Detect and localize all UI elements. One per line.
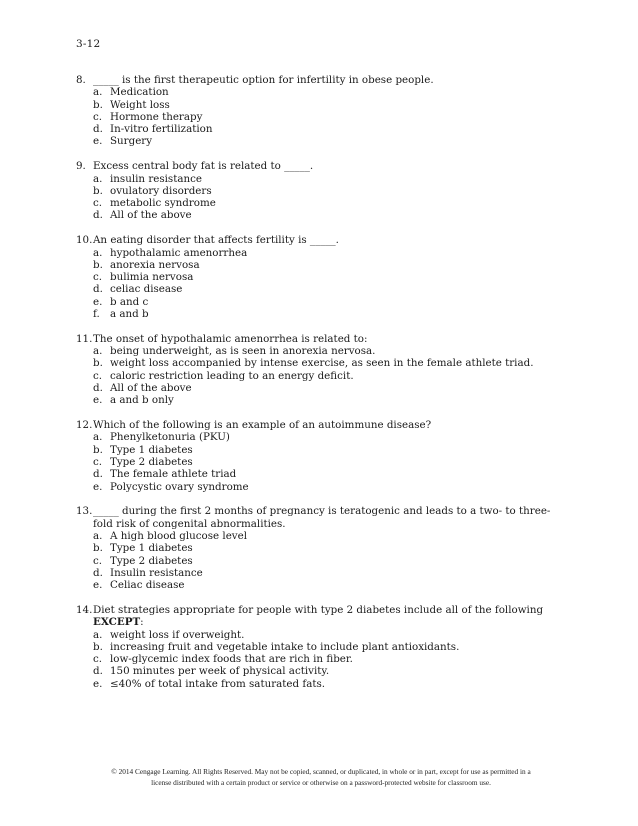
answer-option: [76, 431, 566, 443]
question-item: [76, 160, 566, 221]
question-text: [93, 604, 566, 629]
option-letter: e.: [93, 579, 103, 592]
option-letter: f.: [93, 308, 100, 321]
question-stem: [76, 604, 566, 629]
answer-option: [76, 296, 566, 308]
copyright-line-2: license distributed with a certain product or service or otherwise on a password-protected website for classroom use.: [151, 777, 491, 787]
answer-option: [76, 665, 566, 677]
answer-options: [76, 629, 566, 690]
option-letter: b.: [93, 258, 103, 271]
option-letter: b.: [93, 542, 103, 555]
option-text: bulimia nervosa: [110, 271, 194, 284]
question-stem: [76, 74, 566, 86]
answer-option: [76, 444, 566, 456]
option-text: insulin resistance: [110, 172, 202, 185]
option-letter: b.: [93, 98, 103, 111]
option-text: 150 minutes per week of physical activity.: [110, 665, 330, 678]
question-text-main: Diet strategies appropriate for people with type 2 diabetes include all of the following: [93, 603, 544, 616]
answer-option: [76, 641, 566, 653]
option-letter: e.: [93, 135, 103, 148]
answer-option: [76, 394, 566, 406]
option-text: anorexia nervosa: [110, 258, 200, 271]
question-text: [93, 419, 566, 431]
option-letter: e.: [93, 295, 103, 308]
option-text: Celiac disease: [110, 579, 185, 592]
answer-option: [76, 135, 566, 147]
answer-option: [76, 99, 566, 111]
question-list: [76, 74, 566, 703]
answer-options: [76, 431, 566, 492]
question-number: 11.: [76, 332, 93, 345]
option-text: Surgery: [110, 135, 153, 148]
answer-option: [76, 542, 566, 554]
option-letter: d.: [93, 566, 103, 579]
option-letter: a.: [93, 345, 103, 358]
answer-option: [76, 481, 566, 493]
option-text: low-glycemic index foods that are rich in fiber.: [110, 653, 353, 666]
question-text-main: An eating disorder that affects fertility is _____.: [93, 234, 339, 247]
option-letter: d.: [93, 123, 103, 136]
option-text: ovulatory disorders: [110, 184, 212, 197]
question-number: 13.: [76, 505, 93, 518]
question-text: [93, 234, 566, 246]
answer-option: [76, 209, 566, 221]
option-letter: b.: [93, 640, 103, 653]
answer-option: [76, 468, 566, 480]
option-text: celiac disease: [110, 283, 183, 296]
answer-option: [76, 185, 566, 197]
option-letter: c.: [93, 554, 103, 567]
option-text: The female athlete triad: [110, 468, 237, 481]
question-number: 8.: [76, 74, 86, 86]
question-stem: [76, 505, 566, 530]
question-text-suffix: :: [140, 616, 144, 629]
option-letter: b.: [93, 357, 103, 370]
option-text: All of the above: [110, 209, 192, 222]
question-text: [93, 160, 566, 172]
answer-option: [76, 456, 566, 468]
option-letter: b.: [93, 184, 103, 197]
option-text: increasing fruit and vegetable intake to include plant antioxidants.: [110, 640, 460, 653]
option-text: In-vitro fertilization: [110, 123, 213, 136]
answer-option: [76, 370, 566, 382]
question-number: 12.: [76, 419, 93, 432]
option-text: ≤40% of total intake from saturated fats.: [110, 677, 326, 690]
answer-options: [76, 173, 566, 222]
option-text: Insulin resistance: [110, 566, 203, 579]
question-item: [76, 604, 566, 690]
answer-option: [76, 308, 566, 320]
option-letter: d.: [93, 665, 103, 678]
option-text: b and c: [110, 295, 149, 308]
answer-option: [76, 86, 566, 98]
option-letter: a.: [93, 431, 103, 444]
question-number: 9.: [76, 160, 86, 173]
option-letter: c.: [93, 456, 103, 469]
answer-option: [76, 629, 566, 641]
answer-options: [76, 86, 566, 147]
option-text: Type 1 diabetes: [110, 443, 193, 456]
option-text: Phenylketonuria (PKU): [110, 431, 230, 444]
option-letter: a.: [93, 628, 103, 641]
option-text: caloric restriction leading to an energy deficit.: [110, 369, 354, 382]
answer-option: [76, 567, 566, 579]
option-text: Weight loss: [110, 98, 170, 111]
answer-option: [76, 259, 566, 271]
option-letter: a.: [93, 246, 103, 259]
option-letter: d.: [93, 209, 103, 222]
question-text-main: _____ during the first 2 months of pregnancy is teratogenic and leads to a two- to three-fold risk of congenital abnormalities.: [93, 505, 551, 530]
answer-option: [76, 345, 566, 357]
answer-option: [76, 247, 566, 259]
answer-option: [76, 555, 566, 567]
option-text: A high blood glucose level: [110, 530, 248, 542]
option-letter: e.: [93, 480, 103, 493]
question-text-main: _____ is the first therapeutic option for infertility in obese people.: [93, 74, 434, 86]
answer-option: [76, 271, 566, 283]
answer-options: [76, 247, 566, 321]
option-letter: c.: [93, 369, 103, 382]
question-text: [93, 333, 566, 345]
question-text-main: The onset of hypothalamic amenorrhea is related to:: [93, 332, 368, 345]
option-text: metabolic syndrome: [110, 197, 216, 210]
copyright-footer: [66, 767, 576, 788]
option-letter: d.: [93, 283, 103, 296]
option-letter: c.: [93, 110, 103, 123]
option-letter: c.: [93, 197, 103, 210]
question-stem: [76, 419, 566, 431]
option-text: All of the above: [110, 382, 192, 395]
question-item: [76, 74, 566, 148]
question-stem: [76, 160, 566, 172]
question-item: [76, 505, 566, 591]
question-item: [76, 419, 566, 493]
answer-option: [76, 123, 566, 135]
question-number: 14.: [76, 603, 93, 616]
answer-options: [76, 345, 566, 406]
answer-option: [76, 579, 566, 591]
question-text-main: Excess central body fat is related to _____.: [93, 160, 314, 173]
option-text: a and b only: [110, 394, 174, 407]
answer-option: [76, 530, 566, 542]
option-text: a and b: [110, 308, 149, 321]
question-text-emphasis: EXCEPT: [93, 616, 141, 629]
question-text-main: Which of the following is an example of an autoimmune disease?: [93, 419, 432, 432]
answer-option: [76, 357, 566, 369]
question-text: [93, 505, 566, 530]
copyright-line-1: © 2014 Cengage Learning. All Rights Reserved. May not be copied, scanned, or duplicated, in whole or in part, except for use as permitted in a: [111, 767, 531, 776]
option-letter: a.: [93, 530, 103, 542]
option-text: Hormone therapy: [110, 110, 203, 123]
question-number: 10.: [76, 234, 93, 247]
option-text: Type 1 diabetes: [110, 542, 193, 555]
page-number: 3-12: [76, 38, 101, 50]
option-text: weight loss if overweight.: [110, 628, 245, 641]
answer-options: [76, 530, 566, 591]
question-stem: [76, 234, 566, 246]
option-text: Polycystic ovary syndrome: [110, 480, 249, 493]
option-letter: d.: [93, 468, 103, 481]
question-item: [76, 234, 566, 320]
question-item: [76, 333, 566, 407]
question-stem: [76, 333, 566, 345]
question-text: [93, 74, 566, 86]
option-letter: c.: [93, 653, 103, 666]
answer-option: [76, 653, 566, 665]
answer-option: [76, 382, 566, 394]
answer-option: [76, 283, 566, 295]
option-letter: e.: [93, 677, 103, 690]
option-letter: e.: [93, 394, 103, 407]
answer-option: [76, 678, 566, 690]
option-text: Type 2 diabetes: [110, 456, 193, 469]
option-letter: d.: [93, 382, 103, 395]
option-text: weight loss accompanied by intense exercise, as seen in the female athlete triad.: [110, 357, 534, 370]
option-text: hypothalamic amenorrhea: [110, 246, 248, 259]
option-text: Type 2 diabetes: [110, 554, 193, 567]
option-letter: a.: [93, 86, 103, 99]
option-letter: a.: [93, 172, 103, 185]
answer-option: [76, 111, 566, 123]
option-letter: b.: [93, 443, 103, 456]
option-letter: c.: [93, 271, 103, 284]
answer-option: [76, 197, 566, 209]
option-text: being underweight, as is seen in anorexia nervosa.: [110, 345, 376, 358]
option-text: Medication: [110, 86, 169, 99]
answer-option: [76, 173, 566, 185]
